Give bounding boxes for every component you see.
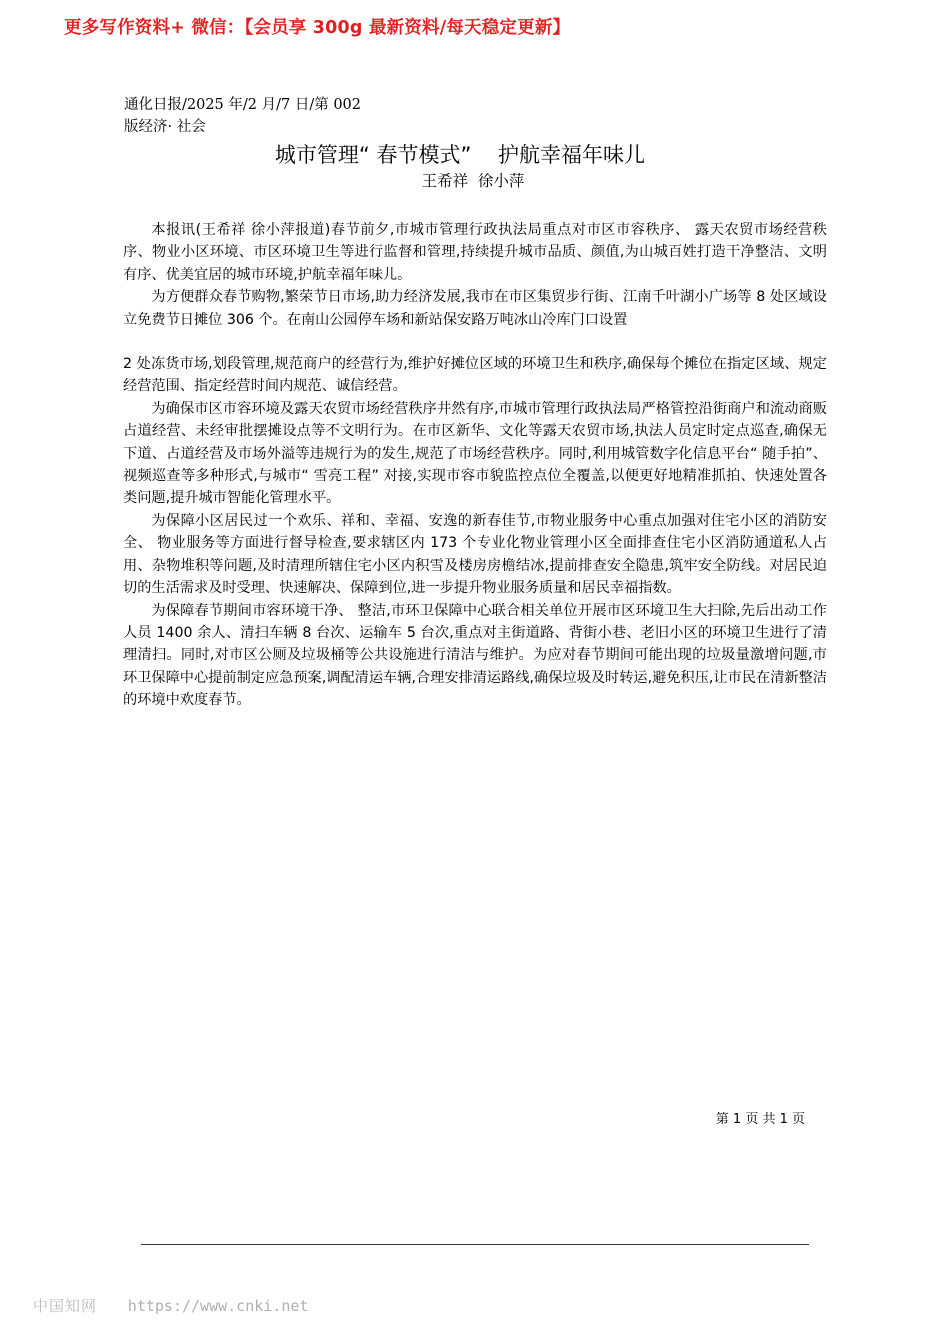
- paragraph-gap: [123, 331, 827, 353]
- cnki-watermark: [33, 1295, 308, 1316]
- promo-banner: 更多写作资料+ 微信：【会员享 300g 最新资料/每天稳定更新】: [64, 18, 571, 38]
- watermark-name: 中国知网: [33, 1297, 98, 1315]
- page-indicator: 第 1 页 共 1 页: [715, 1112, 805, 1127]
- article-paragraph: 为确保市区市容环境及露天农贸市场经营秩序井然有序,市城市管理行政执法局严格管控沿街商户和流动商贩占道经营、未经审批摆摊设点等不文明行为。在市区新华、文化等露天农贸市场,执法人员定时定点巡查,确保无下道、占道经营及市场外溢等违规行为的发生,规范了市场经营秩序。同时,利用城管数字化信息平台“ 随手拍”、视频巡查等多种形式,与城市“ 雪亮工程” 对接,实现市容市貌监控点位全覆盖,以便更好地精准抓拍、快速处置各类问题,提升城市智能化管理水平。: [123, 400, 827, 507]
- section-line: 版经济· 社会: [124, 119, 206, 135]
- article-title: 城市管理“ 春节模式” 护航幸福年味儿: [274, 143, 646, 167]
- article-paragraph: 为保障春节期间市容环境干净、 整洁,市环卫保障中心联合相关单位开展市区环境卫生大扫除,先后出动工作人员 1400 余人、清扫车辆 8 台次、运输车 5 台次,重点对主街道路、背街小巷、老旧小区的环境卫生进行了清理清扫。同时,对市区公厕及垃圾桶等公共设施进行清洁与维护。为应对春节期间可能出现的垃圾量激增问题,市环卫保障中心提前制定应急预案,调配清运车辆,合理安排清运路线,确保垃圾及时转运,避免积压,让市民在清新整洁的环境中欢度春节。: [123, 602, 827, 709]
- article-body: [123, 219, 827, 712]
- article-paragraph: 2 处冻货市场,划段管理,规范商户的经营行为,维护好摊位区域的环境卫生和秩序,确保每个摊位在指定区域、规定经营范围、指定经营时间内规范、诚信经营。: [123, 356, 827, 395]
- article-authors: 王希祥 徐小萍: [421, 172, 525, 190]
- article-paragraph: 为方便群众春节购物,繁荣节日市场,助力经济发展,我市在市区集贸步行街、江南千叶湖小广场等 8 处区域设立免费节日摊位 306 个。在南山公园停车场和新站保安路万吨冰山冷库门口设置: [123, 289, 827, 328]
- article-paragraph: 本报讯(王希祥 徐小萍报道)春节前夕,市城市管理行政执法局重点对市区市容秩序、 露天农贸市场经营秩序、物业小区环境、市区环境卫生等进行监督和管理,持续提升城市品质、颜值,为山城百姓打造干净整洁、文明有序、优美宜居的城市环境,护航幸福年味儿。: [123, 222, 827, 283]
- article-paragraph: 为保障小区居民过一个欢乐、祥和、幸福、安逸的新春佳节,市物业服务中心重点加强对住宅小区的消防安全、 物业服务等方面进行督导检查,要求辖区内 173 个专业化物业管理小区全面排查住宅小区消防通道私人占用、杂物堆积等问题,及时清理所辖住宅小区内积雪及楼房房檐结冰,提前排查安全隐患,筑牢安全防线。对居民迫切的生活需求及时受理、快速解决、保障到位,进一步提升物业服务质量和居民幸福指数。: [123, 512, 827, 597]
- source-line: 通化日报/2025 年/2 月/7 日/第 002: [124, 97, 362, 113]
- footer-divider: [141, 1244, 809, 1245]
- watermark-url: https://www.cnki.net: [127, 1297, 309, 1315]
